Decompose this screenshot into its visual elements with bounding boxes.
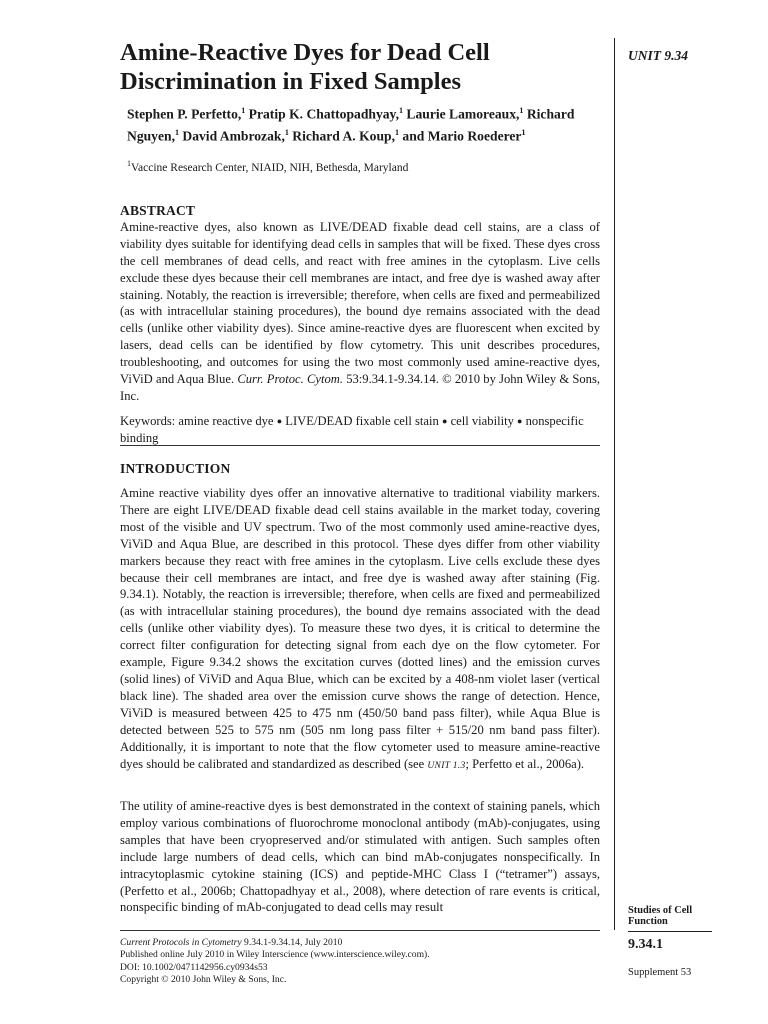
section-divider — [120, 445, 600, 446]
bullet-icon: ● — [517, 415, 523, 426]
introduction-heading: INTRODUCTION — [120, 461, 231, 476]
abstract-heading: ABSTRACT — [120, 202, 196, 218]
author: Laurie Lamoreaux, — [406, 106, 520, 122]
footer-published: Published online July 2010 in Wiley Interscience (www.interscience.wiley.com). — [120, 949, 430, 961]
citation-journal: Curr. Protoc. Cytom. — [237, 372, 343, 387]
introduction-paragraph-1: Amine reactive viability dyes offer an innovative alternative to traditional viability markers. There are eight LIVE/DEAD fixable dead cell stains available in the market today, covering most of the visible and UV spectrum. Two of the most commonly used amine-reactive dyes, ViViD and Aqua Blue, are described in this protocol. These dyes differ from other viability markers because they react with free amines in the cytoplasm. Live cells exclude these dyes because their cell membranes are intact, and free dye is washed away after staining (Fig. 9.34.1). Notably, the reaction is irreversible; therefore, when cells are fixed and permeabilized (as with intracellular staining procedures), the bound dye remains associated with the dead cells (unlike other viability dyes). To measure these two dyes, it is critical to determine the correct filter configuration for detecting signal from each dye on the flow cytometer. For example, Figure 9.34.2 shows the excitation curves (dotted lines) and the emission curves (solid lines) of ViViD and Aqua Blue, which can be excited by a 408-nm violet laser (vertical black line). The shaded area over the emission curve shows the range of detection. Hence, ViViD is measured between 425 to 475 nm (450/50 band pass filter), while Aqua Blue is detected between 525 to 575 nm (505 nm long pass filter + 515/20 nm band pass filter). Additionally, it is important to note that the flow cytometer used to measure amine-reactive dyes should be calibrated and standardized as described (see UNIT 1.3; Perfetto et al., 2006a). — [120, 486, 600, 771]
author: Richard Nguyen, — [127, 106, 575, 144]
abstract-text: Amine-reactive dyes, also known as LIVE/DEAD fixable dead cell stains, are a class of viability dyes suitable for identifying dead cells in samples that will be fixed. These dyes cross the cell membranes of dead cells, and react with free amines in the cytoplasm. Live cells exclude these dyes because their cell membranes are intact, and free dye is washed away after staining. Notably, the reaction is irreversible; therefore, when cells are fixed and permeabilized (as with intracellular staining procedures), the bound dye remains associated with the dead cells (unlike other viability dyes). Since amine-reactive dyes are fluorescent when excited by lasers, dead cells can be identified by flow cytometry. This unit describes procedures, troubleshooting, and outcomes for using the two most commonly used amine-reactive dyes, ViViD and Aqua Blue. Curr. Protoc. Cytom. 53:9.34.1-9.34.14. © 2010 by John Wiley & Sons, Inc. — [120, 219, 600, 403]
footer-citation: Current Protocols in Cytometry 9.34.1-9.34.14, July 2010 — [120, 937, 343, 948]
bullet-icon: ● — [276, 415, 283, 426]
page-number: 9.34.1 — [628, 937, 663, 952]
footer-divider — [120, 930, 600, 931]
keyword: amine reactive dye — [178, 413, 274, 428]
author: and Mario Roederer — [402, 128, 522, 144]
footer-copyright: Copyright © 2010 John Wiley & Sons, Inc. — [120, 973, 287, 985]
section-name: Studies of Cell Function — [628, 905, 693, 927]
keyword: cell viability — [450, 413, 514, 428]
unit-label: UNIT 9.34 — [628, 48, 688, 63]
article-title: Amine-Reactive Dyes for Dead Cell Discrimination in Fixed Samples — [120, 39, 490, 95]
footer-doi: DOI: 10.1002/0471142956.cy0934s53 — [120, 961, 268, 973]
author: Stephen P. Perfetto, — [127, 106, 242, 122]
article-header — [120, 38, 600, 447]
sidebar-divider — [614, 38, 615, 930]
sidebar-rule — [628, 931, 712, 932]
affiliation: $^1$Vaccine Research Center, NIAID, NIH, Bethesda, Maryland — [127, 159, 409, 174]
keyword: LIVE/DEAD fixable cell stain — [285, 413, 439, 428]
author: Richard A. Koup, — [292, 128, 395, 144]
author: Pratip K. Chattopadhyay, — [248, 106, 399, 122]
unit-reference: UNIT 1.3 — [427, 760, 466, 771]
author-list: Stephen P. Perfetto,$^1$ Pratip K. Chattopadhyay,$^1$ Laurie Lamoreaux,$^1$ Richard Nguyen,$^1$ David Ambrozak,$^1$ Richard A. Koup,$^1$ and Mario Roederer$^1$ — [127, 106, 575, 144]
keywords: Keywords: amine reactive dye ● LIVE/DEAD fixable cell stain ● cell viability ● nonspecific binding — [120, 413, 584, 445]
keyword: nonspecific binding — [120, 413, 584, 445]
bullet-icon: ● — [441, 415, 448, 426]
footer — [120, 937, 430, 986]
supplement-label: Supplement 53 — [628, 967, 692, 978]
introduction-paragraph-2: The utility of amine-reactive dyes is best demonstrated in the context of staining panels, which employ various combinations of fluorochrome monoclonal antibody (mAb)-conjugates, using samples that have been cryopreserved and/or stimulated with antigen. Such samples often include large numbers of dead cells, which can bind mAb-conjugates nonspecifically. In intracytoplasmic cytokine staining (ICS) and peptide-MHC Class I (“tetramer”) assays, (Perfetto et al., 2006b; Chattopadhyay et al., 2008), where detection of rare events is critical, nonspecific binding of mAb-conjugated to dead cells may result — [120, 799, 600, 915]
author: David Ambrozak, — [182, 128, 285, 144]
